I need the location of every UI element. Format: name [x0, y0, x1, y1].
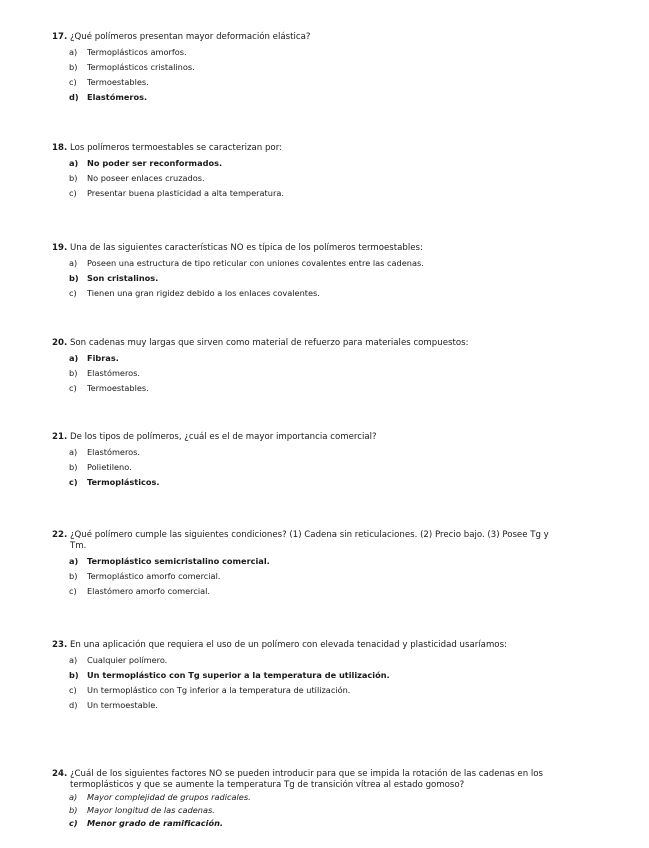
option-a: a) Elastómeros.	[69, 447, 141, 457]
question-number: 23.	[52, 640, 68, 650]
question-stem	[52, 530, 624, 552]
option-a-correct: a) Fibras.	[69, 353, 119, 363]
question-text: En una aplicación que requiera el uso de un polímero con elevada tenacidad y plasticidad usaríamos:	[69, 640, 507, 650]
option-list	[52, 554, 624, 599]
option-b-correct: b) Un termoplástico con Tg superior a la temperatura de utilización.	[69, 670, 390, 680]
option-list	[52, 156, 624, 201]
option-b: b) Elastómeros.	[69, 368, 141, 378]
question-stem	[52, 32, 624, 43]
question-text-continued: termoplásticos y que se aumente la temperatura Tg de transición vítrea al estado gomoso?	[70, 780, 465, 790]
question-text: ¿Cuál de los siguientes factores NO se pueden introducir para que se impida la rotación de las cadenas en los	[69, 769, 544, 779]
option-list	[52, 45, 624, 105]
option-c: c) Termoestables.	[69, 77, 149, 87]
question-number: 18.	[52, 143, 68, 153]
question-stem	[52, 243, 624, 254]
question-text-continued: Tm.	[70, 541, 87, 551]
option-b: b) Mayor longitud de las cadenas.	[69, 805, 215, 815]
option-c: c) Presentar buena plasticidad a alta temperatura.	[69, 188, 284, 198]
question-stem	[52, 769, 624, 791]
option-a: a) Poseen una estructura de tipo reticular con uniones covalentes entre las cadenas.	[69, 258, 424, 268]
question-text: Una de las siguientes características NO es típica de los polímeros termoestables:	[69, 243, 423, 253]
question-number: 17.	[52, 32, 68, 42]
option-c-correct: c) Menor grado de ramificación.	[69, 818, 224, 828]
question-text: ¿Qué polímeros presentan mayor deformación elástica?	[69, 32, 311, 42]
question-24	[52, 769, 624, 830]
question-20	[52, 338, 624, 396]
option-c: c) Tienen una gran rigidez debido a los enlaces covalentes.	[69, 288, 320, 298]
question-stem	[52, 338, 624, 349]
option-list	[52, 256, 624, 301]
option-list	[52, 791, 624, 830]
question-number: 21.	[52, 432, 68, 442]
question-number: 22.	[52, 530, 68, 540]
option-list	[52, 653, 624, 713]
question-number: 24.	[52, 769, 68, 779]
option-b: b) Termoplástico amorfo comercial.	[69, 571, 221, 581]
question-stem	[52, 640, 624, 651]
option-b: b) No poseer enlaces cruzados.	[69, 173, 205, 183]
option-b: b) Polietileno.	[69, 462, 132, 472]
question-stem	[52, 432, 624, 443]
option-b: b) Termoplásticos cristalinos.	[69, 62, 195, 72]
question-text: De los tipos de polímeros, ¿cuál es el de mayor importancia comercial?	[69, 432, 377, 442]
option-list	[52, 445, 624, 490]
question-number: 20.	[52, 338, 68, 348]
question-17	[52, 32, 624, 105]
question-text: Son cadenas muy largas que sirven como material de refuerzo para materiales compuestos:	[69, 338, 469, 348]
option-a: a) Termoplásticos amorfos.	[69, 47, 187, 57]
question-22	[52, 530, 624, 599]
option-a-correct: a) No poder ser reconformados.	[69, 158, 223, 168]
question-stem	[52, 143, 624, 154]
option-b-correct: b) Son cristalinos.	[69, 273, 159, 283]
option-d-correct: d) Elastómeros.	[69, 92, 148, 102]
option-a: a) Cualquier polímero.	[69, 655, 168, 665]
question-18	[52, 143, 624, 201]
question-text: ¿Qué polímero cumple las siguientes condiciones? (1) Cadena sin reticulaciones. (2) Precio bajo. (3) Posee Tg y	[69, 530, 549, 540]
option-c: c) Termoestables.	[69, 383, 149, 393]
question-21	[52, 432, 624, 490]
question-text: Los polímeros termoestables se caracterizan por:	[69, 143, 282, 153]
question-23	[52, 640, 624, 713]
option-c: c) Elastómero amorfo comercial.	[69, 586, 211, 596]
option-c: c) Un termoplástico con Tg inferior a la temperatura de utilización.	[69, 685, 351, 695]
option-a: a) Mayor complejidad de grupos radicales.	[69, 792, 251, 802]
question-number: 19.	[52, 243, 68, 253]
option-list	[52, 351, 624, 396]
question-19	[52, 243, 624, 301]
option-d: d) Un termoestable.	[69, 700, 158, 710]
option-a-correct: a) Termoplástico semicristalino comercial.	[69, 556, 270, 566]
option-c-correct: c) Termoplásticos.	[69, 477, 160, 487]
